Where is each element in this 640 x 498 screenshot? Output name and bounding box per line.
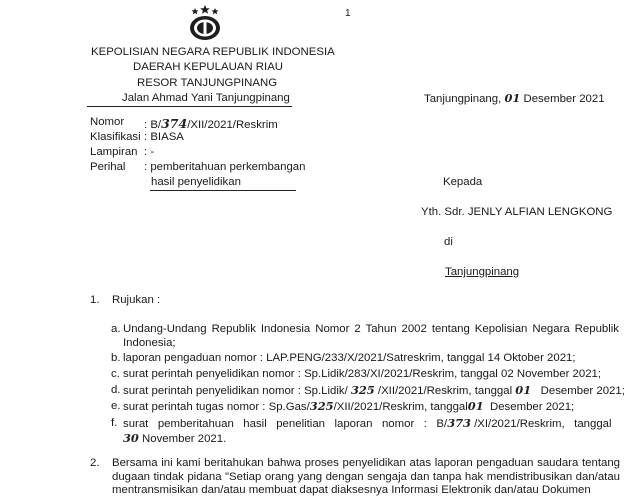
section-2-text: Bersama ini kami beritahukan bahwa proses penyelidikan atas laporan pengaduan saudara tentang dugaan tindak pidana "Setiap orang yang dengan sengaja dan tanpa hak mendistribusikan dan/atau mentransmisikan dan/atau membuat dapat diaksesnya Informasi Elektronik dan/atau Dokumen — [112, 457, 620, 497]
recipient-place: Tanjungpinang — [445, 266, 520, 278]
list-marker: f. — [111, 417, 118, 430]
list-item-text — [123, 417, 619, 446]
list-marker: b. — [111, 352, 121, 365]
list-item-text: Undang-Undang Republik Indonesia Nomor 2 Tahun 2002 tentang Kepolisian Negara Republik Indonesia; — [123, 323, 619, 349]
list-item-text: laporan pengaduan nomor : LAP.PENG/233/X/2021/Satreskrim, tanggal 14 Oktober 2021; — [123, 352, 576, 365]
date-day-handwritten: 01 — [504, 91, 521, 105]
recipient-name: Yth. Sdr. JENLY ALFIAN LENGKONG — [421, 206, 613, 218]
header-line-2: DAERAH KEPULAUAN RIAU — [133, 61, 284, 73]
recipient-kepada: Kepada — [443, 176, 483, 188]
item-e-pre: surat perintah tugas nomor : Sp.Gas/ — [123, 401, 310, 414]
klasifikasi-label: Klasifikasi — [90, 131, 141, 143]
item-f-pre: surat pemberitahuan hasil penelitian laporan nomor : B/ — [123, 418, 448, 431]
nomor-handwritten: 374 — [161, 116, 188, 131]
header-line-3: RESOR TANJUNGPINANG — [137, 77, 278, 89]
item-f-handwritten-day: 30 — [123, 430, 139, 445]
perihal-line-2: hasil penyelidikan — [151, 176, 241, 188]
lampiran-value: : - — [144, 146, 155, 158]
list-marker: d. — [111, 383, 121, 396]
item-d-pre: surat perintah penyelidikan nomor : Sp.Lidik/ — [123, 384, 351, 397]
section-1-number: 1. — [90, 294, 100, 306]
list-item — [111, 382, 625, 399]
header-address: Jalan Ahmad Yani Tanjungpinang — [122, 92, 290, 104]
item-d-post: Desember 2021; — [531, 384, 625, 397]
list-item — [111, 352, 619, 366]
list-item — [111, 368, 619, 382]
section-2-number: 2. — [90, 457, 100, 469]
perihal-label: Perihal — [90, 161, 126, 173]
item-e-handwritten-number: 325 — [309, 399, 334, 414]
nomor-label: Nomor — [90, 116, 125, 128]
recipient-di: di — [444, 236, 453, 248]
item-f-handwritten-number: 373 — [447, 416, 471, 431]
list-item-text: surat perintah penyelidikan nomor : Sp.Lidik/283/XI/2021/Reskrim, tanggal 02 November 2021; — [123, 368, 602, 381]
item-f-post: November 2021. — [138, 432, 227, 445]
lampiran-label: Lampiran — [90, 146, 138, 158]
place-city: Tanjungpinang, — [424, 93, 502, 105]
item-d-handwritten-number: 325 — [350, 382, 375, 397]
item-e-post: Desember 2021; — [483, 401, 575, 414]
list-marker: c. — [111, 368, 120, 381]
item-e-handwritten-day: 01 — [467, 399, 484, 414]
item-e-mid: /XII/2021/Reskrim, tanggal — [333, 401, 468, 414]
header-divider — [87, 106, 292, 107]
police-crest-icon — [184, 4, 226, 42]
list-marker: a. — [111, 323, 121, 335]
list-marker: e. — [111, 400, 121, 413]
place-date — [424, 92, 605, 107]
page-number: 1 — [345, 8, 351, 19]
item-d-mid: /XII/2021/Reskrim, tanggal — [374, 384, 516, 397]
item-d-handwritten-day: 01 — [515, 382, 532, 397]
list-item — [111, 323, 619, 350]
perihal-underline — [150, 190, 296, 191]
header-line-1: KEPOLISIAN NEGARA REPUBLIK INDONESIA — [91, 46, 335, 58]
list-item — [111, 400, 619, 415]
rujukan-list — [111, 323, 625, 447]
list-item-text — [123, 400, 619, 415]
perihal-line-1: : pemberitahuan perkembangan — [144, 161, 306, 173]
item-f-mid: /XI/2021/Reskrim, tanggal — [470, 418, 615, 431]
klasifikasi-value: : BIASA — [144, 131, 184, 143]
list-item — [111, 417, 619, 446]
nomor-suffix: /XII/2021/Reskrim — [187, 119, 278, 131]
section-1-title: Rujukan : — [112, 294, 161, 306]
list-item-text — [123, 382, 625, 399]
date-month-year: Desember 2021 — [523, 93, 605, 105]
nomor-prefix: : B/ — [144, 119, 162, 131]
